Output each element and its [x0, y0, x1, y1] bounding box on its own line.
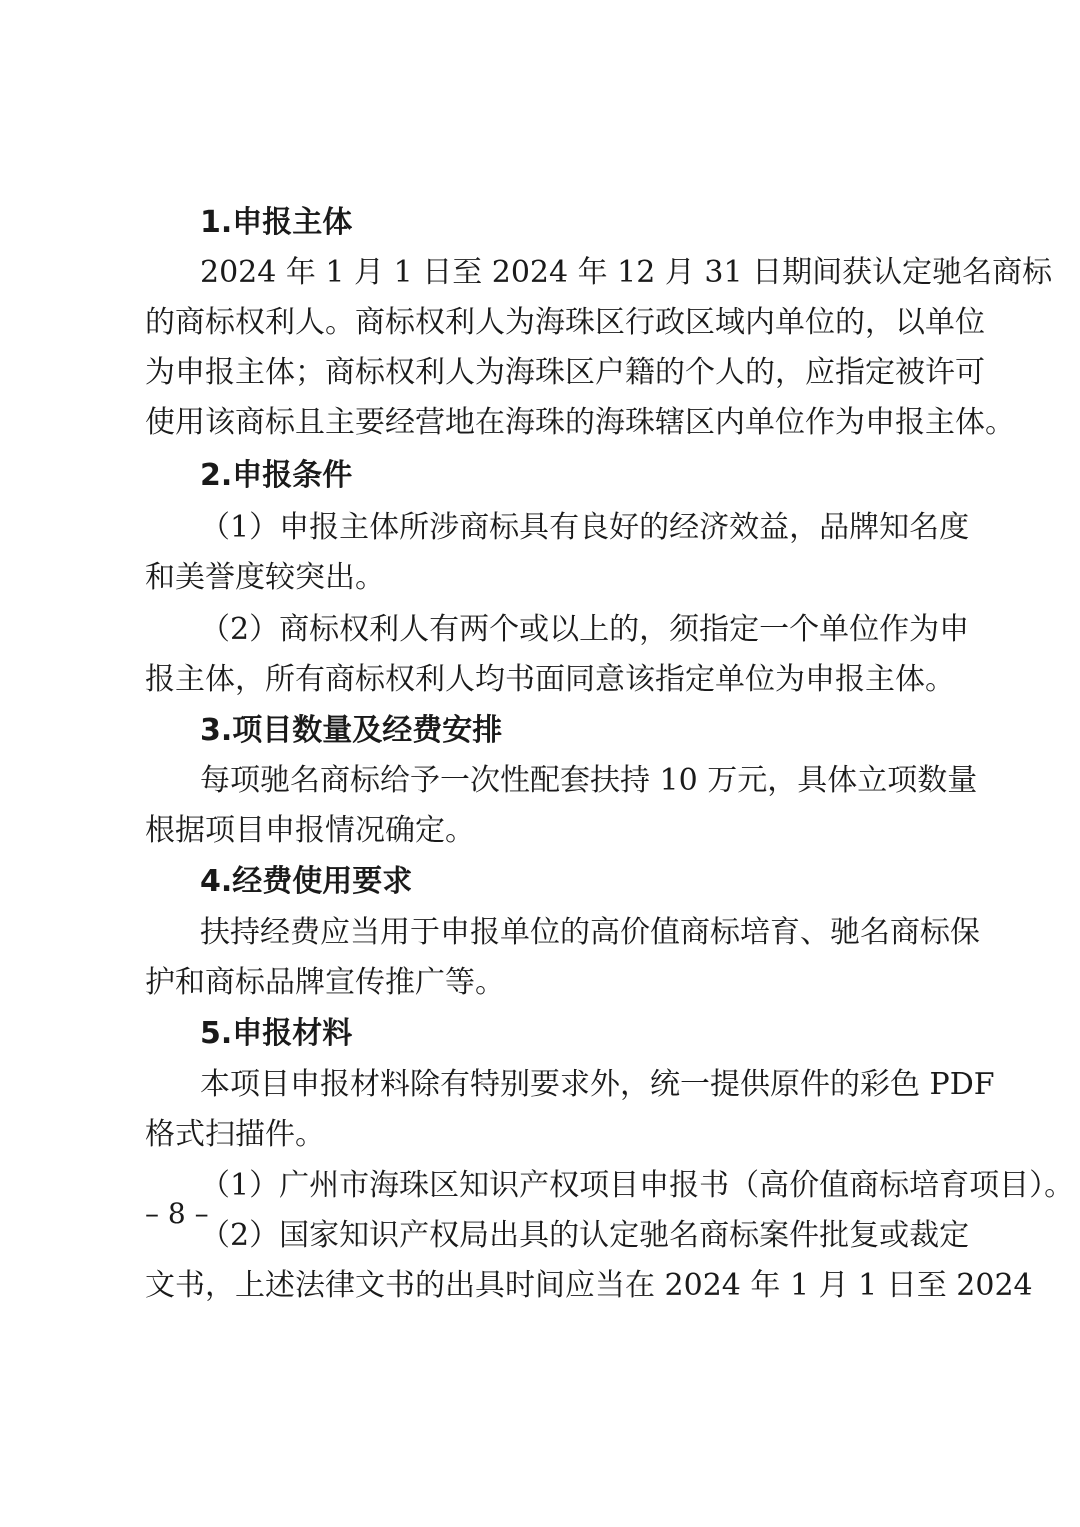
paragraph-line: （1）申报主体所涉商标具有良好的经济效益，品牌知名度 — [200, 510, 970, 545]
paragraph-line: 使用该商标且主要经营地在海珠的海珠辖区内单位作为申报主体。 — [145, 405, 1015, 440]
paragraph-line: 和美誉度较突出。 — [145, 560, 385, 595]
paragraph-line: （2）商标权利人有两个或以上的，须指定一个单位作为申 — [200, 612, 970, 647]
paragraph-line: 2024 年 1 月 1 日至 2024 年 12 月 31 日期间获认定驰名商标 — [200, 255, 1053, 290]
section-heading-4: 4.经费使用要求 — [200, 864, 413, 899]
paragraph-line: 每项驰名商标给予一次性配套扶持 10 万元，具体立项数量 — [200, 763, 978, 798]
paragraph-line: 扶持经费应当用于申报单位的高价值商标培育、驰名商标保 — [200, 915, 980, 950]
section-heading-1: 1.申报主体 — [200, 205, 353, 240]
paragraph-line: 护和商标品牌宣传推广等。 — [145, 965, 505, 1000]
paragraph-line: 文书，上述法律文书的出具时间应当在 2024 年 1 月 1 日至 2024 — [145, 1268, 1033, 1303]
section-heading-2: 2.申报条件 — [200, 458, 353, 493]
paragraph-line: 为申报主体；商标权利人为海珠区户籍的个人的，应指定被许可 — [145, 355, 985, 390]
paragraph-line: （1）广州市海珠区知识产权项目申报书（高价值商标培育项目）。 — [200, 1168, 1075, 1203]
paragraph-line: 本项目申报材料除有特别要求外，统一提供原件的彩色 PDF — [200, 1067, 995, 1102]
paragraph-line: 根据项目申报情况确定。 — [145, 813, 475, 848]
section-heading-3: 3.项目数量及经费安排 — [200, 713, 503, 748]
paragraph-line: 的商标权利人。商标权利人为海珠区行政区域内单位的，以单位 — [145, 305, 985, 340]
paragraph-line: 格式扫描件。 — [145, 1117, 325, 1152]
paragraph-line: 报主体，所有商标权利人均书面同意该指定单位为申报主体。 — [145, 662, 955, 697]
paragraph-line: （2）国家知识产权局出具的认定驰名商标案件批复或裁定 — [200, 1218, 970, 1253]
section-heading-5: 5.申报材料 — [200, 1016, 353, 1051]
page-number: – 8 – — [145, 1197, 209, 1230]
